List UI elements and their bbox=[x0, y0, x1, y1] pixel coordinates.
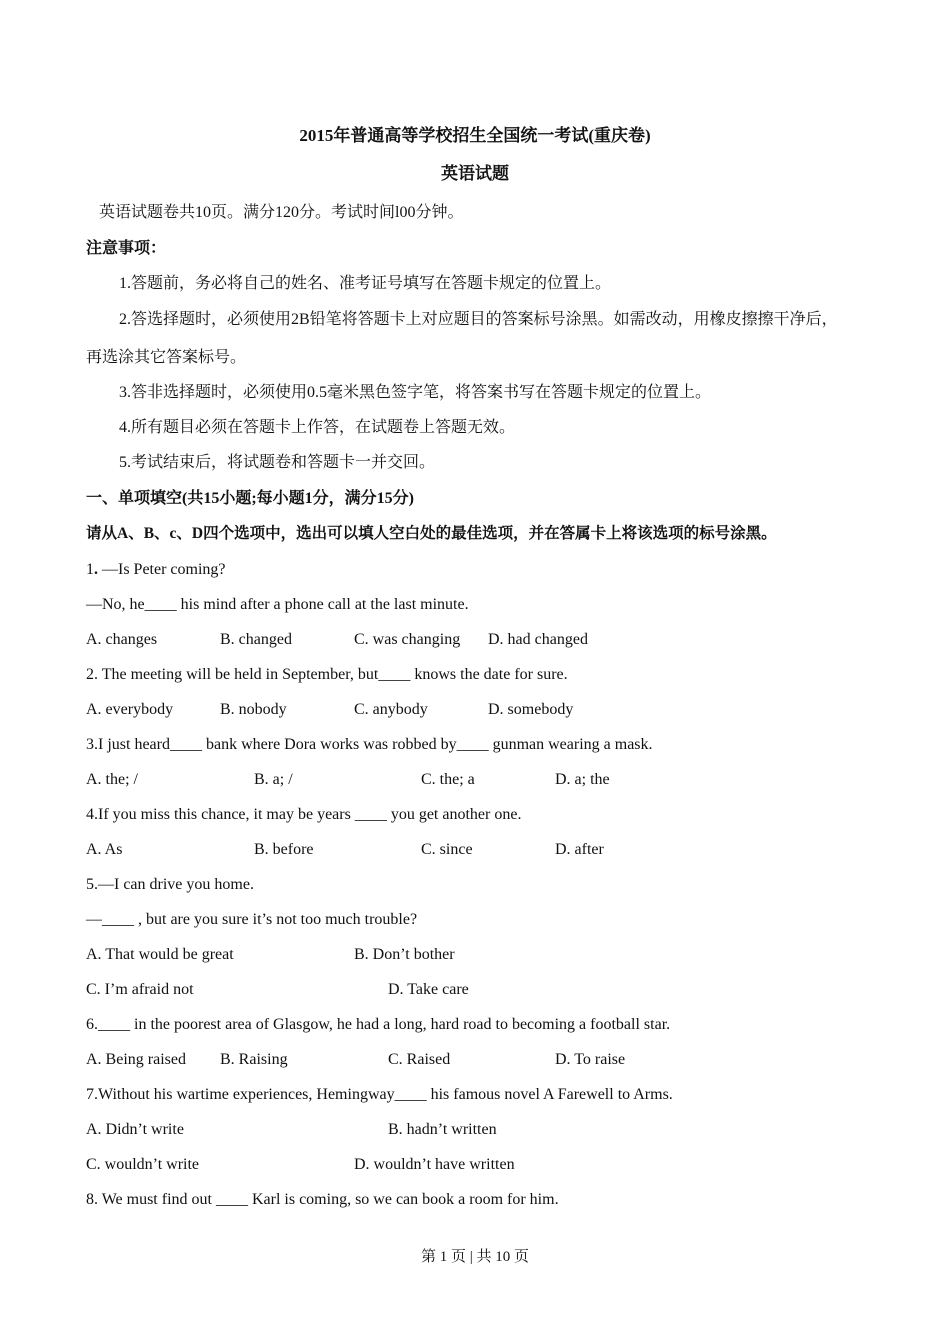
question-1-option-b: B. changed bbox=[220, 631, 292, 648]
question-7-option-b: B. hadn’t written bbox=[388, 1121, 497, 1138]
question-5-option-a: A. That would be great bbox=[86, 946, 234, 963]
question-2-stem: 2. The meeting will be held in September, but____ knows the date for sure. bbox=[86, 666, 568, 683]
question-5-option-c: C. I’m afraid not bbox=[86, 981, 194, 998]
page-footer: 第 1 页 | 共 10 页 bbox=[420, 1249, 529, 1265]
notice-item-4: 4.所有题目必须在答题卡上作答，在试题卷上答题无效。 bbox=[119, 419, 516, 436]
question-2-option-d: D. somebody bbox=[488, 701, 574, 718]
notice-item-2: 2.答选择题时，必须使用2B铅笔将答题卡上对应题目的答案标号涂黑。如需改动，用橡皮擦擦干净后， bbox=[119, 311, 838, 328]
question-4-option-c: C. since bbox=[421, 841, 473, 858]
question-3-stem: 3.I just heard____ bank where Dora works was robbed by____ gunman wearing a mask. bbox=[86, 736, 653, 753]
question-6-option-c: C. Raised bbox=[388, 1051, 451, 1068]
question-3-option-c: C. the; a bbox=[421, 771, 475, 788]
question-6-option-d: D. To raise bbox=[555, 1051, 626, 1068]
question-1-option-c: C. was changing bbox=[354, 631, 461, 648]
exam-intro: 英语试题卷共10页。满分120分。考试时间l00分钟。 bbox=[99, 204, 464, 221]
question-2-option-b: B. nobody bbox=[220, 701, 287, 718]
notice-item-2-cont: 再选涂其它答案标号。 bbox=[86, 349, 247, 366]
question-5-stem: 5.—I can drive you home. bbox=[86, 876, 254, 893]
question-1-stem bbox=[86, 560, 226, 580]
question-5-option-d: D. Take care bbox=[388, 981, 469, 998]
question-4-option-a: A. As bbox=[86, 841, 123, 858]
question-6-option-a: A. Being raised bbox=[86, 1051, 186, 1068]
question-3-option-a: A. the; / bbox=[86, 771, 138, 788]
question-3-option-d: D. a; the bbox=[555, 771, 610, 788]
question-3-option-b: B. a; / bbox=[254, 771, 293, 788]
question-6-option-b: B. Raising bbox=[220, 1051, 288, 1068]
question-4-option-b: B. before bbox=[254, 841, 314, 858]
question-1-text: —Is Peter coming? bbox=[98, 561, 226, 578]
question-2-option-c: C. anybody bbox=[354, 701, 428, 718]
question-6-stem: 6.____ in the poorest area of Glasgow, he had a long, hard road to becoming a football star. bbox=[86, 1016, 671, 1033]
notice-item-5: 5.考试结束后，将试题卷和答题卡一并交回。 bbox=[119, 454, 436, 471]
question-2-option-a: A. everybody bbox=[86, 701, 174, 718]
notice-item-3: 3.答非选择题时，必须使用0.5毫米黑色签字笔，将答案书写在答题卡规定的位置上。 bbox=[119, 384, 712, 401]
section-instruction: 请从A、B、c、D四个选项中，选出可以填人空白处的最佳选项，并在答属卡上将该选项的标号涂黑。 bbox=[86, 525, 777, 542]
question-8-stem: 8. We must find out ____ Karl is coming, so we can book a room for him. bbox=[86, 1191, 559, 1208]
notice-item-1: 1.答题前，务必将自己的姓名、准考证号填写在答题卡规定的位置上。 bbox=[119, 275, 612, 292]
question-1-number: 1 bbox=[86, 561, 94, 578]
question-1-option-a: A. changes bbox=[86, 631, 158, 648]
question-1-line2: —No, he____ his mind after a phone call at the last minute. bbox=[86, 596, 469, 613]
question-7-option-d: D. wouldn’t have written bbox=[354, 1156, 515, 1173]
notice-heading: 注意事项： bbox=[86, 240, 167, 257]
exam-title: 2015年普通高等学校招生全国统一考试(重庆卷) bbox=[299, 126, 651, 145]
question-7-stem: 7.Without his wartime experiences, Hemingway____ his famous novel A Farewell to Arms. bbox=[86, 1086, 673, 1103]
exam-subtitle: 英语试题 bbox=[441, 164, 509, 183]
question-7-option-a: A. Didn’t write bbox=[86, 1121, 184, 1138]
question-5-line2: —____ , but are you sure it’s not too much trouble? bbox=[86, 911, 418, 928]
question-1-option-d: D. had changed bbox=[488, 631, 588, 648]
section-heading: 一、单项填空(共15小题;每小题1分，满分15分) bbox=[86, 490, 414, 507]
question-7-option-c: C. wouldn’t write bbox=[86, 1156, 200, 1173]
question-4-stem: 4.If you miss this chance, it may be years ____ you get another one. bbox=[86, 806, 522, 823]
question-5-option-b: B. Don’t bother bbox=[354, 946, 455, 963]
question-1-dot: . bbox=[94, 561, 98, 578]
question-4-option-d: D. after bbox=[555, 841, 604, 858]
